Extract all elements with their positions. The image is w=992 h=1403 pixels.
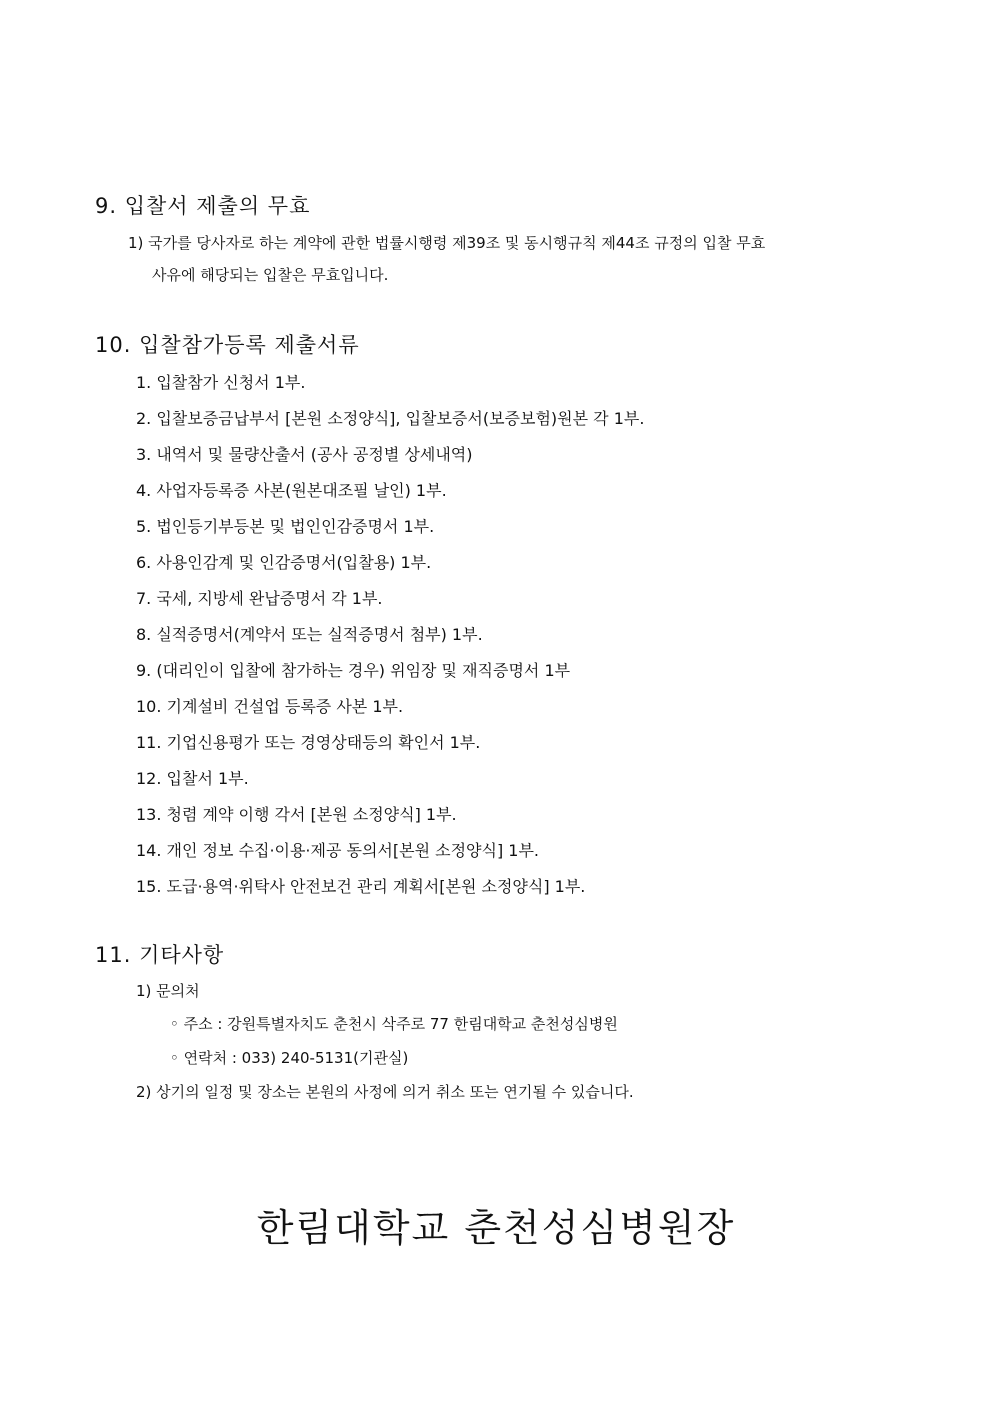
contact-address: ◦ 주소 : 강원특별자치도 춘천시 삭주로 77 한림대학교 춘천성심병원 <box>170 1015 618 1033</box>
section-10-item: 8. 실적증명서(계약서 또는 실적증명서 첨부) 1부. <box>136 625 483 644</box>
section-10-title: 10. 입찰참가등록 제출서류 <box>95 333 360 357</box>
section-10-item: 9. (대리인이 입찰에 참가하는 경우) 위임장 및 재직증명서 1부 <box>136 661 571 680</box>
section-9-title: 9. 입찰서 제출의 무효 <box>95 194 311 218</box>
section-9-line-1: 1) 국가를 당사자로 하는 계약에 관한 법률시행령 제39조 및 동시행규칙 제44조 규정의 입찰 무효 <box>128 234 766 252</box>
contact-phone: ◦ 연락처 : 033) 240-5131(기관실) <box>170 1049 409 1067</box>
section-10-item: 13. 청렴 계약 이행 각서 [본원 소정양식] 1부. <box>136 805 457 824</box>
section-10-item: 10. 기계설비 건설업 등록증 사본 1부. <box>136 697 404 716</box>
section-10-item: 14. 개인 정보 수집·이용·제공 동의서[본원 소정양식] 1부. <box>136 841 540 860</box>
section-10-item: 4. 사업자등록증 사본(원본대조필 날인) 1부. <box>136 481 447 500</box>
section-9-line-2: 사유에 해당되는 입찰은 무효입니다. <box>152 266 389 284</box>
section-10-item: 5. 법인등기부등본 및 법인인감증명서 1부. <box>136 517 435 536</box>
section-10-item: 15. 도급·용역·위탁사 안전보건 관리 계획서[본원 소정양식] 1부. <box>136 877 586 896</box>
section-10-item: 7. 국세, 지방세 완납증명서 각 1부. <box>136 589 383 608</box>
section-10-item: 2. 입찰보증금납부서 [본원 소정양식], 입찰보증서(보증보험)원본 각 1부. <box>136 409 645 428</box>
section-10-item: 3. 내역서 및 물량산출서 (공사 공정별 상세내역) <box>136 445 473 464</box>
section-10-item: 6. 사용인감계 및 인감증명서(입찰용) 1부. <box>136 553 432 572</box>
section-10-item: 12. 입찰서 1부. <box>136 769 249 788</box>
signature: 한림대학교 춘천성심병원장 <box>256 1206 736 1250</box>
schedule-note: 2) 상기의 일정 및 장소는 본원의 사정에 의거 취소 또는 연기될 수 있습니다. <box>136 1083 634 1101</box>
contact-label: 1) 문의처 <box>136 982 200 1000</box>
section-10-item: 11. 기업신용평가 또는 경영상태등의 확인서 1부. <box>136 733 481 752</box>
section-11-title: 11. 기타사항 <box>95 943 225 967</box>
section-10-item: 1. 입찰참가 신청서 1부. <box>136 373 306 392</box>
